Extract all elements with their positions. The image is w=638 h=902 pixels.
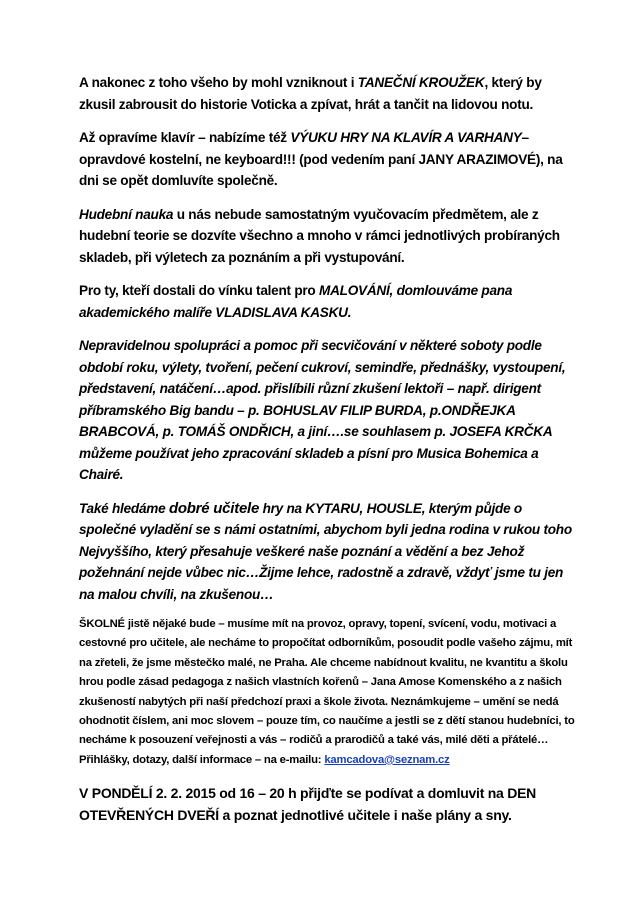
paragraph-dance-club bbox=[79, 72, 579, 115]
email-link[interactable]: kamcadova@seznam.cz bbox=[324, 753, 450, 766]
text: , který by zkusil zabrousit do historie Voticka a zpívat, hrát a tančit na lidovou notu. bbox=[79, 75, 542, 112]
paragraph-piano-lessons bbox=[79, 127, 579, 192]
text: A nakonec z toho všeho by mohl vzniknout i bbox=[79, 75, 358, 90]
text: Také hledáme bbox=[79, 500, 169, 516]
piano-lessons-emphasis: VÝUKU HRY NA KLAVÍR A VARHANY bbox=[290, 130, 522, 145]
text: hry na KYTARU, HOUSLE, kterým půjde o společné vyladění se s námi ostatními, abychom byli jedna rodina v rukou toho Nejvyššího, který přesahuje veškeré naše poznání a vědění a bez Jehož požehnání nejde vůbec nic…Žijme lehce, radostně a zdravě, vždyť jsme tu jen na malou chvíli, na zkušenou… bbox=[79, 500, 572, 602]
document-body bbox=[79, 72, 579, 826]
paragraph-music-theory bbox=[79, 204, 579, 269]
paragraph-open-day: V PONDĚLÍ 2. 2. 2015 od 16 – 20 h přijďte se podívat a domluvit na DEN OTEVŘENÝCH DVEŘÍ a poznat jednotlivé učitele i naše plány a sny. bbox=[79, 785, 537, 824]
text: ŠKOLNÉ jistě nějaké bude – musíme mít na provoz, opravy, topení, svícení, vodu, motivaci a cestovné pro učitele, ale necháme to propočítat odborníkům, posoudit podle vašeho zájmu, mít na zřeteli, že jsme městečko malé, ne Praha. Ale chceme nabídnout kvalitu, ne kvantitu a školu hrou podle zásad pedagoga z našich vlastních kořenů – Jana Amose Komenského a z našich zkušeností nabytých při naší předchozí praxi a škole života. Neznámkujeme – umění se nedá ohodnotit číslem, ani moc slovem – pouze tím, co naučíme a jestli se z dětí stanou hudebníci, to necháme k posouzení veřejnosti a vás – rodičů a prarodičů a také vás, milé děti a přátelé… Přihlášky, dotazy, další informace – na e-mailu: bbox=[79, 618, 575, 766]
paragraph-tuition bbox=[79, 615, 579, 770]
good-teachers-emphasis: dobré učitele bbox=[168, 499, 260, 517]
music-theory-emphasis: Hudební nauka bbox=[79, 206, 174, 222]
dance-club-emphasis: TANEČNÍ KROUŽEK bbox=[357, 75, 485, 90]
paragraph-teachers bbox=[79, 498, 579, 606]
text: – opravdové kostelní, ne keyboard!!! (pod vedením paní JANY ARAZIMOVÉ), na dni se opět domluvíte společně. bbox=[79, 130, 563, 188]
text: Pro ty, kteří dostali do vínku talent pro bbox=[79, 283, 320, 298]
paragraph-cooperation: Nepravidelnou spolupráci a pomoc při secvičování v některé soboty podle období roku, výlety, tvoření, pečení cukroví, semindře, přednášky, vystoupení, představení, natáčení…apod. přislíbili různí zkušení lektoři – např. dirigent příbramského Big bandu – p. BOHUSLAV FILIP BURDA, p.ONDŘEJKA BRABCOVÁ, p. TOMÁŠ ONDŘICH, a jiní….se souhlasem p. JOSEFA KRČKA můžeme používat jeho zpracování skladeb a písní pro Musica Bohemica a Chairé. bbox=[79, 338, 566, 482]
paragraph-painting bbox=[79, 280, 579, 323]
text: u nás nebude samostatným vyučovacím předmětem, ale z hudební teorie se dozvíte všechno a mnoho v rámci jednotlivých probíraných skladeb, při výletech za poznáním a při vystupování. bbox=[79, 206, 560, 265]
painting-emphasis: MALOVÁNÍ, domlouváme pana akademického malíře VLADISLAVA KASKU. bbox=[79, 283, 513, 320]
text: Až opravíme klavír – nabízíme též bbox=[79, 130, 291, 145]
